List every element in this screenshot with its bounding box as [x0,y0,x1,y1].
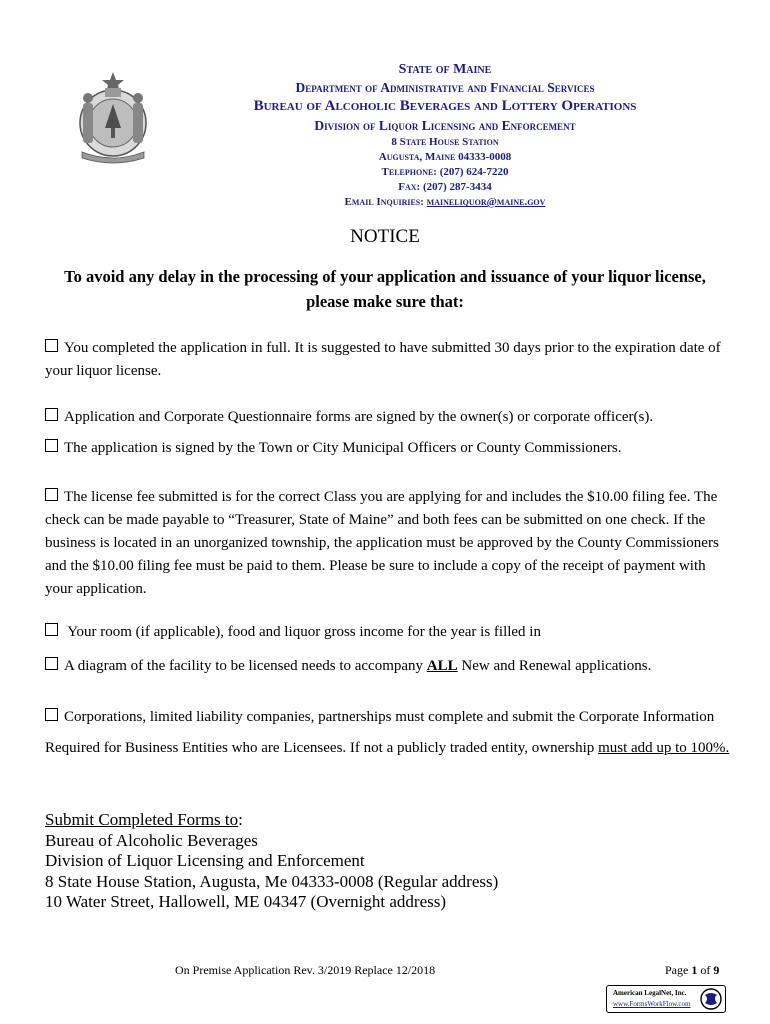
checkbox[interactable] [45,488,58,501]
checklist-item [45,406,730,429]
email-link[interactable]: maineliquor@maine.gov [426,196,546,208]
checklist-text-end: New and Renewal applications. [457,658,652,674]
maine-state-seal-icon [70,68,156,168]
checklist-text: A diagram of the facility to be licensed needs to accompany [64,658,427,674]
notice-title: NOTICE [350,226,420,247]
emphasis-ownership: must add up to 100%. [598,739,730,756]
page-of: of [697,963,714,977]
submit-heading-line [45,810,498,831]
notice-subtitle: To avoid any delay in the processing of your application and issuance of your liquor license, please make sure that: [64,267,706,311]
checklist-text: The application is signed by the Town or City Municipal Officers or County Commissioners. [64,440,622,456]
checklist-text: The license fee submitted is for the correct Class you are applying for and includes the $10.00 filing fee. The check can be made payable to “Treasurer, State of Maine” and both fees can be submitted on one check. If the business is located in an unorganized township, the application must be approved by the County Commissioners and the $10.00 filing fee must be paid to them. Please be sure to include a copy of the receipt of payment with your application. [45,489,719,597]
state-name: State of Maine [398,62,492,77]
division-name: Division of Liquor Licensing and Enforcement [314,118,576,133]
checkbox[interactable] [45,657,58,670]
address-line-2: Augusta, Maine 04333-0008 [378,151,512,163]
bureau-name: Bureau of Alcoholic Beverages and Lottery Operations [253,98,637,114]
page-total: 9 [713,963,720,977]
submit-line-4: 10 Water Street, Hallowell, ME 04347 (Overnight address) [45,892,447,911]
formsworkflow-badge [606,985,726,1013]
badge-company: American LegalNet, Inc. [613,989,687,997]
checklist-text: Your room (if applicable), food and liquor gross income for the year is filled in [64,624,541,640]
checkbox[interactable] [45,623,58,636]
checklist-item [45,337,730,383]
submit-line-2: Division of Liquor Licensing and Enforcement [45,851,365,870]
email-label: Email Inquiries: [344,196,427,208]
checklist-item [45,621,730,644]
checkbox[interactable] [45,339,58,352]
checkbox[interactable] [45,408,58,421]
email-line [160,195,730,210]
department-name: Department of Administrative and Financial Services [295,80,595,95]
submit-address-block [45,810,498,913]
page-label: Page [665,963,692,977]
submit-heading-colon: : [238,810,243,829]
fax: Fax: (207) 287-3434 [398,181,492,193]
checklist-text: You completed the application in full. It is suggested to have submitted 30 days prior to the expiration date of your liquor license. [45,340,721,379]
address-line-1: 8 State House Station [391,136,499,148]
globe-logo-icon [700,988,722,1010]
submit-line-3: 8 State House Station, Augusta, Me 04333-0008 (Regular address) [45,871,499,891]
checkbox[interactable] [45,439,58,452]
revision-info: On Premise Application Rev. 3/2019 Replace 12/2018 [175,963,436,977]
page-number [665,963,719,978]
checklist-item [45,486,730,601]
checklist-item [45,437,730,460]
emphasis-all: ALL [426,658,458,674]
checklist-text: Application and Corporate Questionnaire forms are signed by the owner(s) or corporate officer(s). [64,409,654,425]
badge-url[interactable]: www.FormsWorkFlow.com [613,1000,691,1008]
checklist-text: Corporations, limited liability companies, partnerships must complete and submit the Corporate Information Required for Business Entities who are Licensees. If not a publicly traded entity, ownership [45,709,715,756]
submit-heading: Submit Completed Forms to [45,810,239,829]
telephone: Telephone: (207) 624-7220 [381,166,509,178]
page-current: 1 [691,963,698,977]
submit-line-1: Bureau of Alcoholic Beverages [45,830,258,850]
checklist-item [45,655,730,678]
checkbox[interactable] [45,708,58,721]
checklist-item [45,702,730,763]
agency-header [160,61,730,210]
